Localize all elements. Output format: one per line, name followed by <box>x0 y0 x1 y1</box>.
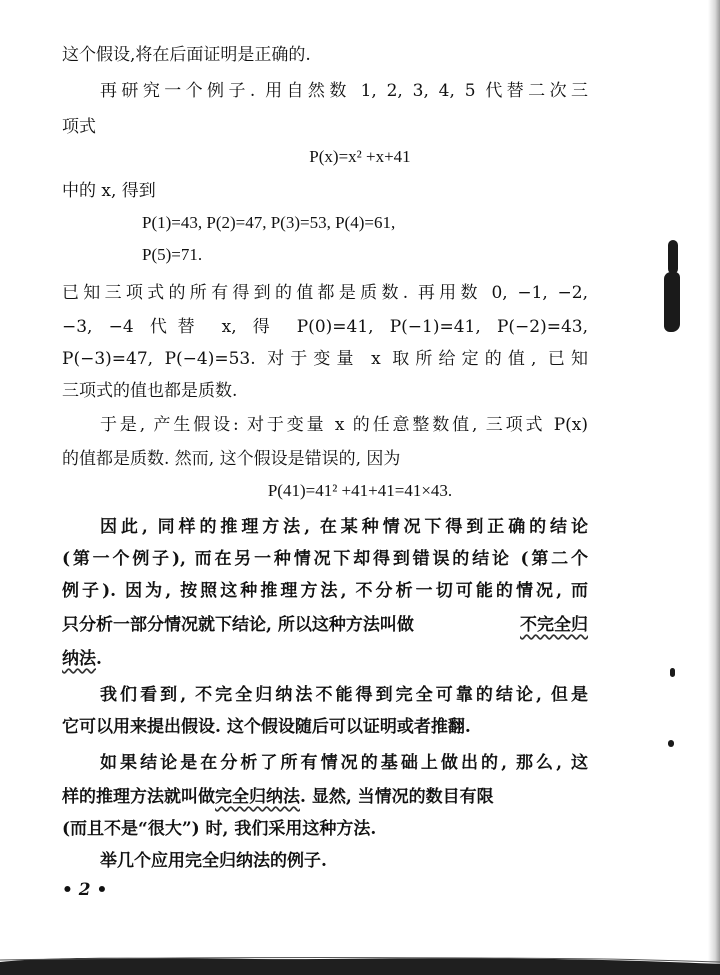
text-line-7: P(−3)=47, P(−4)=53. 对于变量 x 取所给定的值, 已知 <box>62 349 588 369</box>
ink-blot-1 <box>668 240 678 274</box>
text-line-5: 已知三项式的所有得到的值都是质数. 再用数 0, −1, −2, <box>62 283 588 303</box>
ink-speck-2 <box>668 740 674 747</box>
text-line-3: 项式 <box>62 117 96 137</box>
formula-trinomial: P(x)=x² +x+41 <box>309 147 411 166</box>
formula-counterexample: P(41)=41² +41+41=41×43. <box>267 481 453 500</box>
text-line-13: 例子). 因为, 按照这种推理方法, 不分析一切可能的情况, 而 <box>62 581 588 601</box>
scan-right-edge <box>708 0 720 975</box>
text-line-15-period: . <box>96 649 102 669</box>
text-line-9: 于是, 产生假设: 对于变量 x 的任意整数值, 三项式 P(x) <box>100 415 588 435</box>
text-line-4: 中的 x, 得到 <box>62 181 156 201</box>
scan-bottom-edge <box>0 948 720 975</box>
term-incomplete-induction-part2: 纳法 <box>62 649 96 669</box>
text-line-11: 因此, 同样的推理方法, 在某种情况下得到正确的结论 <box>100 517 588 537</box>
page-number: • 2 • <box>62 880 108 900</box>
text-line-19-end: . 显然, 当情况的数目有限 <box>300 787 494 807</box>
term-complete-induction: 完全归纳法 <box>215 787 300 807</box>
term-incomplete-induction-part1: 不完全归 <box>520 615 588 635</box>
ink-speck-1 <box>670 668 675 677</box>
text-line-20: (而且不是“很大”) 时, 我们采用这种方法. <box>62 819 377 839</box>
text-line-19-start: 样的推理方法就叫做 <box>62 787 215 807</box>
text-line-10: 的值都是质数. 然而, 这个假设是错误的, 因为 <box>62 449 401 469</box>
text-line-2: 再研究一个例子. 用自然数 1, 2, 3, 4, 5 代替二次三 <box>100 81 588 101</box>
text-line-18: 如果结论是在分析了所有情况的基础上做出的, 那么, 这 <box>100 753 588 773</box>
text-line-1: 这个假设,将在后面证明是正确的. <box>62 45 311 65</box>
text-line-8: 三项式的值也都是质数. <box>62 381 238 401</box>
text-line-21: 举几个应用完全归纳法的例子. <box>100 851 327 871</box>
text-line-17: 它可以用来提出假设. 这个假设随后可以证明或者推翻. <box>62 717 471 737</box>
text-line-19 <box>62 786 588 808</box>
text-line-6: −3, −4 代替 x, 得 P(0)=41, P(−1)=41, P(−2)=43, <box>62 317 588 337</box>
formula-values-2: P(5)=71. <box>142 245 203 264</box>
ink-blot-2 <box>664 272 680 332</box>
text-line-14 <box>62 614 588 636</box>
formula-values-1: P(1)=43, P(2)=47, P(3)=53, P(4)=61, <box>142 213 396 232</box>
text-line-12: (第一个例子), 而在另一种情况下却得到错误的结论 (第二个 <box>62 549 588 569</box>
text-line-16: 我们看到, 不完全归纳法不能得到完全可靠的结论, 但是 <box>100 685 588 705</box>
text-line-15 <box>62 648 588 670</box>
text-line-14-main: 只分析一部分情况就下结论, 所以这种方法叫做 <box>62 615 414 635</box>
